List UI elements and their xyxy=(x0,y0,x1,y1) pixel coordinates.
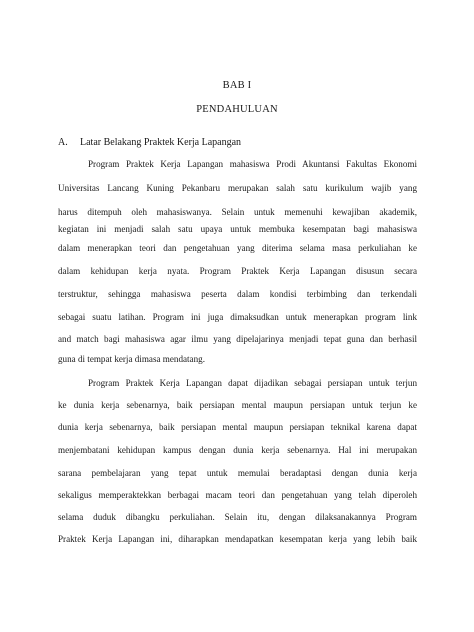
paragraph-2-line: sekaligus memperaktekkan berbagai macam teori dan pengetahuan yang telah diperoleh xyxy=(58,490,417,500)
paragraph-1-line: kegiatan ini menjadi salah satu upaya untuk membuka kesempatan bagi mahasiswa xyxy=(58,224,417,234)
paragraph-1-line: dalam kehidupan kerja nyata. Program Praktek Kerja Lapangan disusun secara xyxy=(58,266,417,276)
paragraph-1-line: Program Praktek Kerja Lapangan mahasiswa Prodi Akuntansi Fakultas Ekonomi xyxy=(88,159,417,169)
paragraph-2-line: Program Praktek Kerja Lapangan dapat dijadikan sebagai persiapan untuk terjun xyxy=(88,378,417,388)
section-number: A. xyxy=(58,137,68,148)
paragraph-2-line: dunia kerja sebenarnya, baik persiapan mental maupun persiapan teknikal karena dapat xyxy=(58,422,417,432)
chapter-title: PENDAHULUAN xyxy=(196,104,278,115)
paragraph-1-line: and match bagi mahasiswa agar ilmu yang dipelajarinya menjadi tepat guna dan berhasil xyxy=(58,334,417,344)
paragraph-2-line: menjembatani kehidupan kampus dengan dunia kerja sebenarnya. Hal ini merupakan xyxy=(58,445,417,455)
paragraph-2-line: sarana pembelajaran yang tepat untuk memulai beradaptasi dengan dunia kerja xyxy=(58,468,417,478)
section-heading xyxy=(58,137,241,148)
section-title: Latar Belakang Praktek Kerja Lapangan xyxy=(80,137,242,148)
paragraph-2-line: Praktek Kerja Lapangan ini, diharapkan mendapatkan kesempatan kerja yang lebih baik xyxy=(58,534,417,544)
paragraph-1-line: Universitas Lancang Kuning Pekanbaru merupakan salah satu kurikulum wajib yang xyxy=(58,183,417,193)
paragraph-1-line: terstruktur, sehingga mahasiswa peserta dalam kondisi terbimbing dan terkendali xyxy=(58,289,417,299)
paragraph-2-line: ke dunia kerja sebenarnya, baik persiapan mental maupun persiapan untuk terjun ke xyxy=(58,400,417,410)
paragraph-1-line: harus ditempuh oleh mahasiswanya. Selain untuk memenuhi kewajiban akademik, xyxy=(58,207,417,217)
paragraph-2-line: selama duduk dibangku perkuliahan. Selain itu, dengan dilaksanakannya Program xyxy=(58,512,417,522)
chapter-number: BAB I xyxy=(222,80,252,91)
paragraph-1-line: dalam menerapkan teori dan pengetahuan yang diterima selama masa perkuliahan ke xyxy=(58,243,417,253)
paragraph-1-line: guna di tempat kerja dimasa mendatang. xyxy=(58,354,205,364)
paragraph-1-line: sebagai suatu latihan. Program ini juga dimaksudkan untuk menerapkan program link xyxy=(58,312,417,322)
